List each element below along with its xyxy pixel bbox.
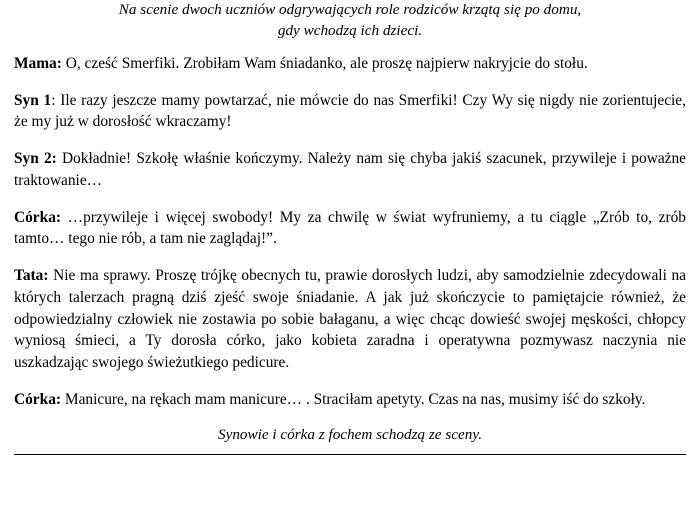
dialogue-text: O, cześć Smerfiki. Zrobiłam Wam śniadanko, ale proszę najpierw nakryjcie do stołu. bbox=[61, 54, 588, 72]
dialogue-text: : Ile razy jeszcze mamy powtarzać, nie mówcie do nas Smerfiki! Czy Wy się nigdy nie zorientujecie, że my już w dorosłość wkraczamy! bbox=[14, 91, 686, 131]
page-divider bbox=[14, 454, 686, 455]
speaker-name: Córka: bbox=[14, 208, 62, 226]
dialogue-text: Manicure, na rękach mam manicure… . Straciłam apetyty. Czas na nas, musimy iść do szkoły. bbox=[61, 390, 646, 408]
stage-direction-line-1: Na scenie dwoch uczniów odgrywających role rodziców krzątą się po domu, bbox=[118, 1, 582, 18]
dialogue-text: …przywileje i więcej swobody! My za chwilę w świat wyfruniemy, a tu ciągle „Zrób to, zrób tamto… tego nie rób, a tam nie zaglądaj!”. bbox=[14, 208, 686, 248]
dialogue-line bbox=[14, 265, 686, 373]
stage-direction-line-2: gdy wchodzą ich dzieci. bbox=[277, 21, 423, 39]
dialogue-line bbox=[14, 90, 686, 133]
speaker-name: Syn 1 bbox=[14, 91, 52, 109]
speaker-name: Syn 2: bbox=[14, 150, 57, 168]
dialogue-line bbox=[14, 207, 686, 250]
opening-stage-direction bbox=[14, 0, 686, 42]
dialogue-text: Dokładnie! Szkołę właśnie kończymy. Należy nam się chyba jakiś szacunek, przywileje i poważne traktowanie… bbox=[14, 150, 687, 189]
speaker-name: Córka: bbox=[14, 390, 62, 408]
dialogue-text: Nie ma sprawy. Proszę trójkę obecnych tu, prawie dorosłych ludzi, aby samodzielnie zdecydowali na których talerzach pragną dziś zjeść swoje śniadanie. A jak już skończycie to pamiętajcie również, że odpowiedzialny człowiek nie zostawia po sobie bałaganu, a więc chcąc dowieść swojej męskości, chłopcy wyniosą śmieci, a Ty dorosła córko, jako kobieta zaradna i operatywna pozmywasz naczynia nie uszkadzając swojego świeżutkiego pedicure. bbox=[14, 267, 686, 371]
speaker-name: Mama: bbox=[14, 54, 62, 72]
dialogue-line bbox=[14, 389, 686, 411]
dialogue-line bbox=[14, 53, 686, 75]
speaker-name: Tata: bbox=[14, 267, 49, 285]
dialogue-line bbox=[14, 148, 686, 191]
closing-stage-direction: Synowie i córka z fochem schodzą ze sceny. bbox=[217, 426, 483, 444]
